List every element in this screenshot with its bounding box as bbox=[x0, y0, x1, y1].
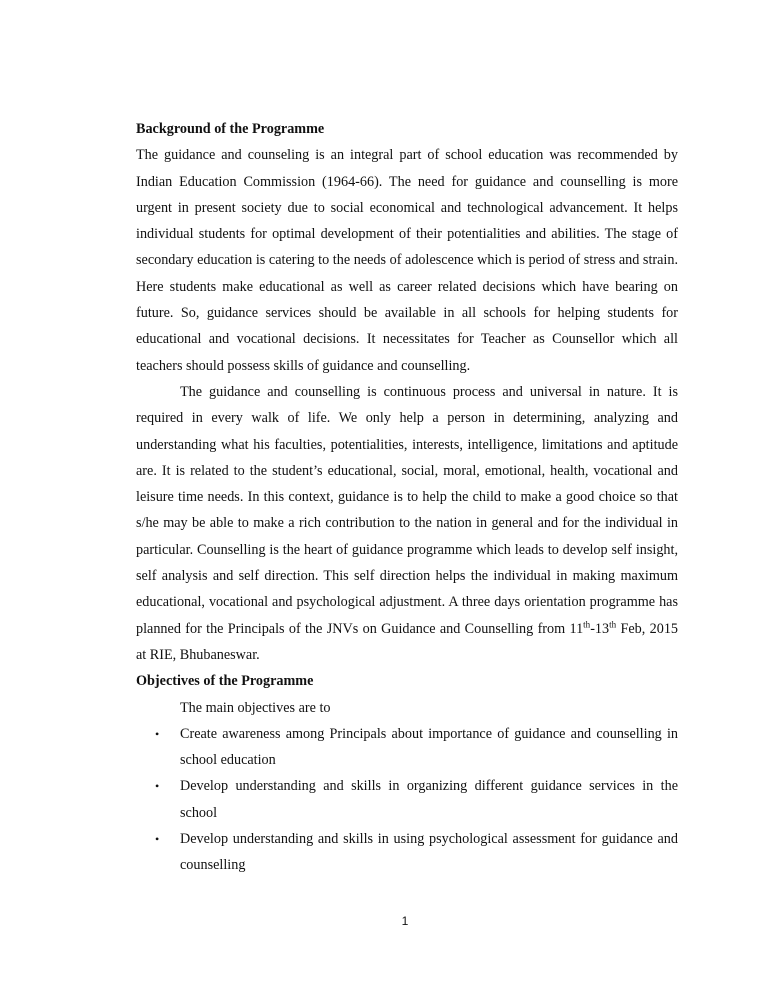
objectives-list bbox=[136, 721, 678, 879]
objective-text: Develop understanding and skills in using psychological assessment for guidance and counselling bbox=[180, 831, 678, 874]
background-heading: Background of the Programme bbox=[136, 121, 325, 137]
date-range-dash: -13 bbox=[590, 620, 610, 637]
paragraph-2-tail-text: Feb, 2015 at RIE, Bhubaneswar. bbox=[136, 620, 679, 663]
page-body bbox=[136, 116, 678, 879]
objective-item bbox=[136, 773, 678, 826]
objectives-intro: The main objectives are to bbox=[180, 699, 331, 716]
bullet-icon: • bbox=[155, 726, 160, 741]
date-end-suffix: th bbox=[609, 618, 617, 629]
bullet-icon: • bbox=[155, 832, 160, 847]
objective-item bbox=[136, 826, 678, 879]
background-paragraph-2 bbox=[136, 379, 678, 668]
objective-item bbox=[136, 721, 678, 774]
objectives-heading: Objectives of the Programme bbox=[136, 673, 314, 690]
paragraph-2-main-text: The guidance and counselling is continuous process and universal in nature. It is required in every walk of life. We only help a person in determining, analyzing and understanding what his faculties, potentialities, interests, intelligence, limitations and aptitude are. It is related to the student’s educational, social, moral, emotional, health, vocational and leisure time needs. In this context, guidance is to help the child to make a good choice so that s/he may be able to make a rich contribution to the nation in general and for the individual in particular. Counselling is the heart of guidance programme which leads to develop self insight, self analysis and self direction. This self direction helps the individual in making maximum educational, vocational and psychological adjustment. A three days orientation programme has planned for the Principals of the JNVs on Guidance and Counselling from 11 bbox=[136, 383, 678, 637]
bullet-icon: • bbox=[155, 779, 160, 794]
background-paragraph-1: The guidance and counseling is an integral part of school education was recommended by Indian Education Commission (1964-66). The need for guidance and counselling is more urgent in present society due to social economical and technological advancement. It helps individual students for optimal development of their potentialities and abilities. The stage of secondary education is catering to the needs of adolescence which is period of stress and strain. Here students make educational as well as career related decisions which have bearing on future. So, guidance services should be available in all schools for helping students for educational and vocational decisions. It necessitates for Teacher as Counsellor which all teachers should possess skills of guidance and counselling. bbox=[136, 147, 678, 374]
page-number: 1 bbox=[401, 914, 409, 928]
objective-text: Develop understanding and skills in organizing different guidance services in the school bbox=[180, 778, 678, 821]
date-start-suffix: th bbox=[583, 618, 591, 629]
objective-text: Create awareness among Principals about importance of guidance and counselling in school education bbox=[180, 725, 678, 769]
